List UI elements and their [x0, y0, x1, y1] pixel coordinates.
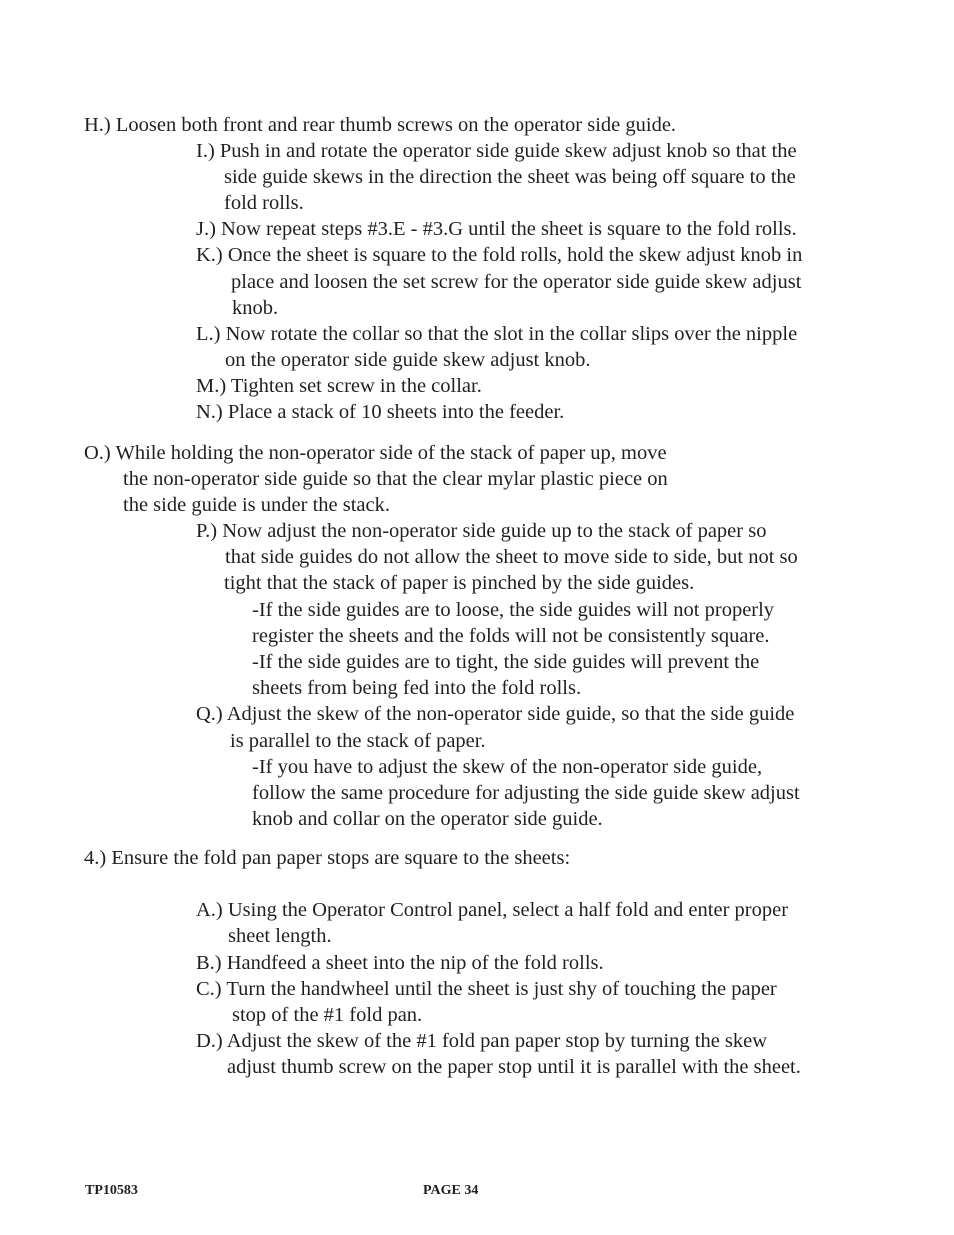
step-4a: A.) Using the Operator Control panel, select a half fold and enter proper: [196, 899, 789, 921]
step-p-continued: that side guides do not allow the sheet to move side to side, but not so: [225, 546, 798, 568]
footer-doc-id: TP10583: [85, 1183, 138, 1198]
step-4d: D.) Adjust the skew of the #1 fold pan paper stop by turning the skew: [196, 1030, 768, 1052]
step-p-note: -If the side guides are to loose, the side guides will not properly: [252, 599, 775, 621]
step-p-note-continued: register the sheets and the folds will not be consistently square.: [252, 625, 770, 647]
step-p: P.) Now adjust the non-operator side guide up to the stack of paper so: [196, 520, 767, 542]
step-4c-continued: stop of the #1 fold pan.: [232, 1004, 423, 1026]
step-h: H.) Loosen both front and rear thumb screws on the operator side guide.: [84, 114, 677, 136]
step-q: Q.) Adjust the skew of the non-operator side guide, so that the side guide: [196, 703, 795, 725]
step-i-continued: side guide skews in the direction the sheet was being off square to the: [224, 166, 796, 188]
step-m: M.) Tighten set screw in the collar.: [196, 375, 482, 397]
step-q-continued: is parallel to the stack of paper.: [230, 730, 486, 752]
step-p-note: -If the side guides are to tight, the side guides will prevent the: [252, 651, 760, 673]
step-q-note-continued: follow the same procedure for adjusting the side guide skew adjust: [252, 782, 800, 804]
step-p-note-continued: sheets from being fed into the fold rolls.: [252, 677, 582, 699]
step-k: K.) Once the sheet is square to the fold rolls, hold the skew adjust knob in: [196, 244, 803, 266]
step-l: L.) Now rotate the collar so that the slot in the collar slips over the nipple: [196, 323, 798, 345]
step-p-continued: tight that the stack of paper is pinched by the side guides.: [224, 572, 695, 594]
step-k-continued: place and loosen the set screw for the operator side guide skew adjust: [231, 271, 802, 293]
step-q-note: -If you have to adjust the skew of the non-operator side guide,: [252, 756, 763, 778]
step-4c: C.) Turn the handwheel until the sheet is just shy of touching the paper: [196, 978, 777, 1000]
step-j: J.) Now repeat steps #3.E - #3.G until the sheet is square to the fold rolls.: [196, 218, 797, 240]
footer-page-number: PAGE 34: [423, 1183, 479, 1198]
step-n: N.) Place a stack of 10 sheets into the feeder.: [196, 401, 565, 423]
step-o-continued: the side guide is under the stack.: [123, 494, 391, 516]
step-4a-continued: sheet length.: [228, 925, 332, 947]
step-q-note-continued: knob and collar on the operator side guide.: [252, 808, 603, 830]
step-4b: B.) Handfeed a sheet into the nip of the fold rolls.: [196, 952, 604, 974]
step-k-continued: knob.: [232, 297, 279, 319]
step-o-continued: the non-operator side guide so that the clear mylar plastic piece on: [123, 468, 668, 490]
step-i-continued: fold rolls.: [224, 192, 304, 214]
step-o: O.) While holding the non-operator side of the stack of paper up, move: [84, 442, 667, 464]
step-4d-continued: adjust thumb screw on the paper stop until it is parallel with the sheet.: [227, 1056, 801, 1078]
step-i: I.) Push in and rotate the operator side guide skew adjust knob so that the: [196, 140, 797, 162]
step-l-continued: on the operator side guide skew adjust knob.: [225, 349, 591, 371]
section-4-heading: 4.) Ensure the fold pan paper stops are square to the sheets:: [84, 847, 571, 869]
